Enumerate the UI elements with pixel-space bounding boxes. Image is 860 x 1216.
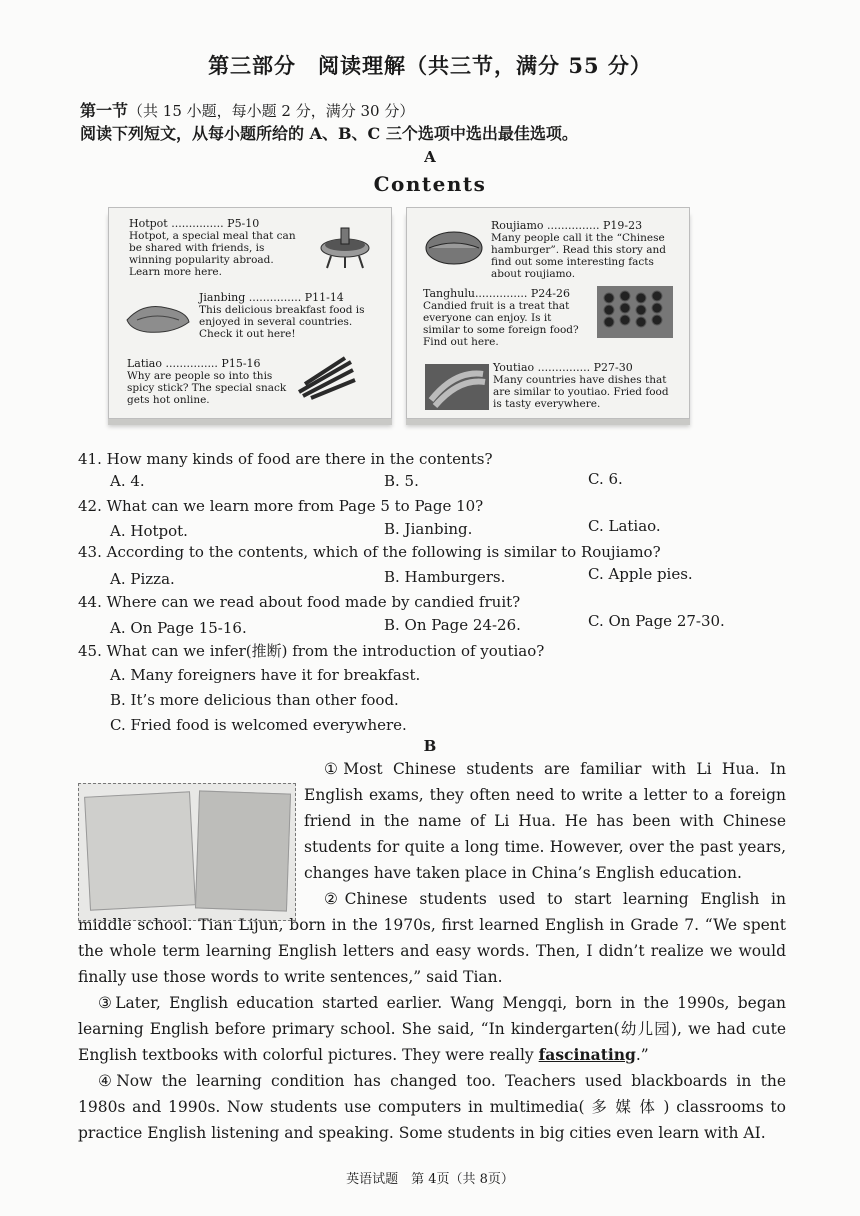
- paragraph-3: [78, 990, 786, 1068]
- instruction: 阅读下列短文，从每小题所给的 A、B、C 三个选项中选出最佳选项。: [80, 124, 578, 143]
- q42-option-a: A. Hotpot.: [110, 522, 188, 540]
- entry-title: Hotpot ............... P5-10: [129, 217, 260, 230]
- q43-option-b: B. Hamburgers.: [384, 568, 506, 586]
- entry-title: Latiao ............... P15-16: [127, 357, 261, 370]
- part-title: 第三部分 阅读理解（共三节，满分 55 分）: [208, 53, 652, 78]
- q45-option-c: C. Fried food is welcomed everywhere.: [110, 716, 407, 734]
- section-label: 第一节: [80, 101, 129, 120]
- q43-option-a: A. Pizza.: [110, 570, 175, 588]
- entry-desc: Many countries have dishes that are similar to youtiao. Fried food is tasty everywhere.: [493, 374, 669, 410]
- q44-option-a: A. On Page 15-16.: [110, 619, 247, 637]
- entry-title: Tanghulu............... P24-26: [423, 287, 570, 300]
- entry-jianbing: [199, 292, 379, 340]
- entry-desc: This delicious breakfast food is enjoyed in several countries. Check it out here!: [199, 304, 365, 340]
- q42-option-b: B. Jianbing.: [384, 520, 473, 538]
- page-footer: 英语试题 第 4页（共 8页）: [346, 1172, 514, 1187]
- q41-option-c: C. 6.: [588, 470, 623, 488]
- passage-a-letter: A: [424, 148, 436, 166]
- entry-tanghulu: [423, 288, 591, 348]
- hotpot-icon: [317, 224, 373, 270]
- section-detail: （共 15 小题，每小题 2 分，满分 30 分）: [128, 102, 415, 120]
- question-44: 44. Where can we read about food made by candied fruit?: [78, 593, 521, 611]
- entry-title: Youtiao ............... P27-30: [493, 361, 633, 374]
- contents-title: Contents: [373, 172, 487, 196]
- q41-option-a: A. 4.: [110, 472, 145, 490]
- entry-roujiamo: [491, 220, 677, 280]
- q42-option-c: C. Latiao.: [588, 517, 661, 535]
- jianbing-icon: [123, 298, 193, 336]
- entry-desc: Hotpot, a special meal that can be shared with friends, is winning popularity abroad. Learn more here.: [129, 230, 296, 278]
- q44-option-c: C. On Page 27-30.: [588, 612, 725, 630]
- entry-desc: Why are people so into this spicy stick? The special snack gets hot online.: [127, 370, 287, 406]
- q45-option-a: A. Many foreigners have it for breakfast.: [110, 666, 421, 684]
- entry-youtiao: [493, 362, 677, 410]
- question-41: 41. How many kinds of food are there in the contents?: [78, 450, 493, 468]
- entry-desc: Candied fruit is a treat that everyone can enjoy. Is it similar to some foreign food? Find out here.: [423, 300, 579, 348]
- paragraph-3-text: ③Later, English education started earlier. Wang Mengqi, born in the 1990s, began learning English before primary school. She said, “In kindergarten(幼儿园), we had cute English textbooks with colorful pictures. They were really: [78, 994, 786, 1064]
- tanghulu-icon: [597, 286, 673, 338]
- latiao-icon: [295, 354, 357, 400]
- highlighted-word: fascinating: [538, 1045, 636, 1064]
- question-42: 42. What can we learn more from Page 5 to Page 10?: [78, 497, 484, 515]
- contents-right-page: [406, 207, 690, 419]
- question-45: 45. What can we infer(推断) from the introduction of youtiao?: [78, 642, 545, 660]
- q45-option-b: B. It’s more delicious than other food.: [110, 691, 399, 709]
- paragraph-4: ④Now the learning condition has changed too. Teachers used blackboards in the 1980s and 1990s. Now students use computers in multimedia( 多 媒 体 ) classrooms to practice English listening and speaking. Some students in big cities even learn with AI.: [78, 1072, 786, 1142]
- youtiao-icon: [425, 364, 489, 410]
- paragraph-1: ①Most Chinese students are familiar with Li Hua. In English exams, they often need to write a letter to a foreign friend in the name of Li Hua. He has been with Chinese students for quite a long time. However, over the past years, changes have taken place in China’s English education.: [304, 760, 786, 882]
- question-43: 43. According to the contents, which of the following is similar to Roujiamo?: [78, 543, 661, 561]
- q43-option-c: C. Apple pies.: [588, 565, 693, 583]
- entry-latiao: [127, 358, 287, 406]
- contents-left-page: [108, 207, 392, 419]
- roujiamo-icon: [423, 226, 485, 270]
- entry-hotpot: [129, 218, 307, 278]
- passage-b-letter: B: [423, 737, 437, 755]
- paragraph-2: ②Chinese students used to start learning English in middle school. Tian Lijun, born in the 1970s, first learned English in Grade 7. “We spent the whole term learning English letters and easy words. Then, I didn’t realize we would finally use those words to write sentences,” said Tian.: [78, 890, 786, 986]
- entry-title: Roujiamo ............... P19-23: [491, 219, 643, 232]
- paragraph-3-end: .”: [635, 1046, 649, 1064]
- section-info: [80, 98, 414, 121]
- q44-option-b: B. On Page 24-26.: [384, 616, 521, 634]
- q41-option-b: B. 5.: [384, 472, 419, 490]
- entry-title: Jianbing ............... P11-14: [199, 291, 344, 304]
- entry-desc: Many people call it the “Chinese hamburger”. Read this story and find out some interesting facts about roujiamo.: [491, 232, 666, 280]
